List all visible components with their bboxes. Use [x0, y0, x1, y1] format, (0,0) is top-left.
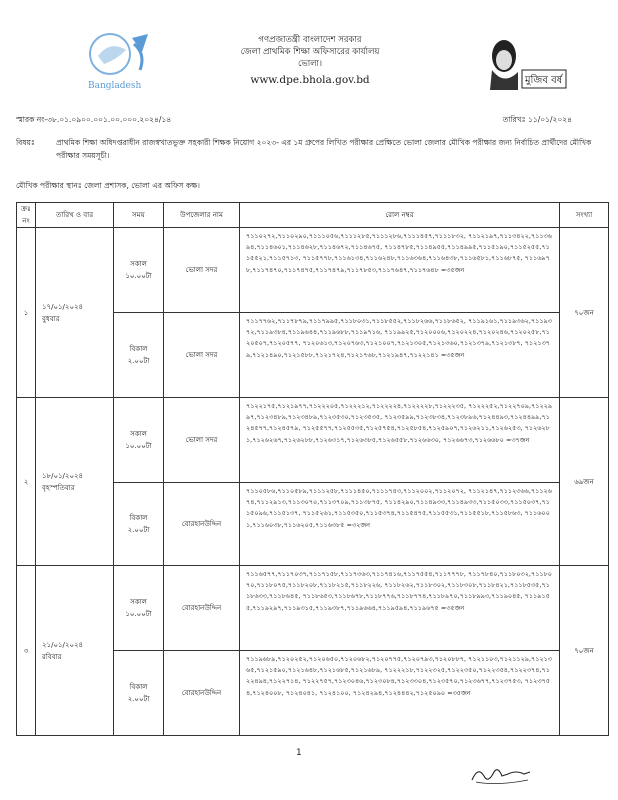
row-sl: ১: [17, 228, 36, 398]
session-time-value: ১০.০০টা: [125, 272, 152, 280]
mujib-borsho-logo: [486, 30, 570, 96]
schedule-table: [16, 202, 609, 736]
row-date-cell: [36, 566, 114, 736]
session-time-label: সকাল: [130, 598, 147, 606]
table-row: [17, 566, 609, 651]
header-government: গণপ্রজাতন্ত্রী বাংলাদেশ সরকার: [258, 35, 362, 45]
session-rolls: ৭১১৭৭৬২,৭১১৭৮৭৯,৭১১৭৯৯৫,৭১১৮০৩১,৭১১৮৫৫২,৭১১৮২৬৬,৭১১৮৬৫২, ৭১১৯১৬১,৭১১৯৩৬২,৭১১৯৩৭২,৭১১৯৩৮৪,৭১১৯৬৪৪,৭১১৯৬৮৮,৭১১৯৭১৬, ৭১১৯৯২৫,৭১২০০০৬,৭১২০২২৪,৭১২০২৪৬,৭১২০২৫৮,৭১২০৫০৭,৭১২০৫৭৭, ৭১২০৬১৩,৭১২০৭৬৩,৭১২১০০৭,৭১২১৩০৫,৭১২১৩৬০,৭১২১৩৭৯,৭১২১৩৮৭, ৭১২১৩৭৯,৭১২১৪৯০,৭১২১৫৮৮,৭১২১৭২৪,৭১২১৭৬৮,৭১২১৯৪৭,৭১২২১৪১ =৩৫জন: [240, 313, 560, 398]
bangladesh-logo: [86, 30, 156, 92]
svg-text:মুজিব বর্ষ: মুজিব বর্ষ: [525, 75, 563, 86]
session-rolls: ৭১১৯৬৮৯,৭১২০২৫২,৭১২০৬৫০,৭১২০৬৮২,৭১২০৭৭৫,৭১২০৭৯৩,৭১২০৮৮৭, ৭১২১১০৩,৭১২১১২৯,৭১২১৩৬৫,৭১২১৫৯০,৭১২১৬৪৮,৭১২১৬৮৫,৭১২১৬৮৯, ৭১২২২১৮,৭১২২৩২৫,৭১২২৩৫০,৭১২২৩৫৪,৭১২২৩৭৪,৭১২২৪৯৪,৭১২২৭১৪, ৭১২২৭৫৭,৭১২৩০৪৬,৭১২৩০৮৪,৭১২৩৩০৪,৭১২৩৫৭০,৭১২৩৬৭৭,৭১২৩৭৫৩, ৭১২৩৭৫৪,৭১২৪০০৮, ৭১২৪০৪১, ৭১২৪১০০, ৭১২৪২৯৪,৭১২৪৪৪২,৭১২৫০৯০ =৩৫জন: [240, 651, 560, 736]
session-upazila: বোরহানউদ্দিন: [164, 566, 240, 651]
header-office: জেলা প্রাথমিক শিক্ষা অফিসারের কার্যালয়: [240, 47, 380, 57]
row-sl: ৩: [17, 566, 36, 736]
session-rolls: ৭১১৬৫৭৭,৭১১৭০৩৭,৭১১৭১৫৮,৭১১৭৩৬৩,৭১১৭৪১৬,৭১১৭৫৫৪,৭১১৭৭৭৮, ৭১১৭৮৪০,৭১১৮০৩২,৭১১৮০৭০,৭১১৮০৭৫,৭১১৮২০৮,৭১১৮২১৫,৭১১৮২২৬, ৭১১৮২৬২,৭১১৮৩০২,৭১১৮৩০৮,৭১১৮৪২১,৭১১৮৫৩৫,৭১১৮৬৩৩,৭১১৮৬৪৫, ৭১১৮৬৫৩,৭১১৮৬৭৮,৭১১৮৭৭৬,৭১১৮৭৭৪,৭১১৮৯৭০,৭১১৮৯৯৩,৭১১৯০৪৫, ৭১১৯১৫৫,৭১১৯২৯৭,৭১১৯৩১৫,৭১১৯৩৮৭,৭১১৯৬৬৪,৭১১৯৫৯৪,৭১১৯৬৭৫ =৩৫জন: [240, 566, 560, 651]
row-date: ১৮/০১/২০২৪: [42, 471, 84, 480]
row-count: ৭০জন: [560, 566, 609, 736]
header-sl: ক্রঃ নং: [17, 203, 36, 228]
session-rolls: ৭১১০২৭২,৭১১০২৯০,৭১১১০৫৬,৭১১১২৮৫,৭১১১২৮৬,৭১১১৪৫৭,৭১১১৮৩২, ৭১১২১৯৭,৭১১৩৪২২,৭১১৩৬৯৪,৭১১৪৬০১,৭১১৪৬২৮,৭১১৪৬৭২,৭১১৪৬৭৫, ৭১১৪৭৮৫,৭১১৪৯৫৫,৭১১৪৯৯৫,৭১১৫১৯০,৭১১৫২৫৫,৭১১৫৫২১,৭১১৫৭১৩, ৭১১৫৭৭৮,৭১১৬১৩৪,৭১১৬২৪৮,৭১১৬৩৬৪,৭১১৬৪৩৮,৭১১৬৫৮১,৭১১৬৮৭৫, ৭১১৬৯৭৮,৭১১৭৪৭০,৭১১৭৪৭৫,৭১১৭৪৭৯,৭১১৭৮৫৩,৭১১৭৬৪৭,৭১১৭৬৪৮ =৩৫জন: [240, 228, 560, 313]
session-time-value: ২.০০টা: [127, 526, 150, 534]
row-day: বুধবার: [42, 314, 60, 323]
session-time-cell: [114, 651, 164, 736]
session-time-cell: [114, 228, 164, 313]
subject-label: বিষয়ঃ: [16, 138, 35, 147]
session-upazila: ভোলা সদর: [164, 313, 240, 398]
row-date: ২১/০১/২০২৪: [42, 640, 84, 649]
memo-number: স্মারক নং-৩৮.০১.০৯০০.০০১.০০.০০০.২০২৪/১৪: [16, 115, 172, 124]
session-time-value: ১০.০০টা: [125, 610, 152, 618]
header-date: তারিখ ও বার: [36, 203, 114, 228]
session-time-label: সকাল: [130, 430, 147, 438]
row-day: বৃহস্পতিবার: [42, 483, 75, 492]
svg-text:Bangladesh: Bangladesh: [88, 81, 142, 91]
row-date-cell: [36, 398, 114, 566]
session-time-label: বিকাল: [129, 345, 148, 353]
session-upazila: ভোলা সদর: [164, 228, 240, 313]
session-time-cell: [114, 566, 164, 651]
header-count: সংখ্যা: [560, 203, 609, 228]
header-website: www.dpe.bhola.gov.bd: [250, 74, 370, 86]
session-rolls: ৭১২২১৭৫,৭১২১৯৭৭,৭১২২২০৫,৭১২২২১২,৭১২২২২৪,৭১২২২২৮,৭১২২২৩৫, ৭১২২২৫২,৭১২২৭০৯,৭১২২৯৯৭,৭১২৩৪৮৯,৭১২৩৪৮৯,৭১২৩৫৩০,৭১২৩৫৩৫, ৭১২৩৫৯৯,৭১২৩৮৩৪,৭১২৩৮৯৬,৭১২৪৪৯৩,৭১২৪৪৯৯,৭১২৪৫৭৭,৭১২৪৫৭৯, ৭১২৫৫৭৭,৭১২৫৫৩৫,৭১২৫৭৫৪,৭১২৫৮৫৪,৭১২৫৯০৭,৭১২৬২১১,৭১২৬২৫৩, ৭১২৬২৮১,৭১২৬২৬৭,৭১২৬২৮৮,৭১২৬৩১৭,৭১২৬৩৮৫,৭১২৬৫৫৮,৭১২৬৬৩০, ৭১২৬৬৭৩,৭১২৬৬৮০ =৩৭জন: [240, 398, 560, 483]
session-rolls: ৭১১০৫৮৬,৭১১০৫৮৯,৭১১১২৫৮,৭১১১৪৫০,৭১১১৭৪৩,৭১১২০০২,৭১১২০৭২, ৭১১২১৪৭,৭১১২৩৬৬,৭১১২৬৭৪,৭১১২৯১৩,৭১১৩০৭০,৭১১৩৭০৯,৭১১৩৮৭৫, ৭১১৪২৯০,৭১১৪৯৩৩,৭১১৪৯৩৩,৭১১৫০৩৩,৭১১৫০৩৭,৭১১৫০৯৬,৭১১৫১৩৭, ৭১১৫২৬১,৭১১৫৩৫০,৭১১৫৩৭৪,৭১১৫৪৭৫,৭১১৫৫৩১,৭১১৫৫১৮,৭১১৫৮৬৩, ৭১১৬০০১,৭১১৬০৩৮,৭১১৬২০৫,৭১১৬৩৮৫ =৩২জন: [240, 483, 560, 566]
session-time-label: বিকাল: [129, 683, 148, 691]
session-time-label: সকাল: [130, 260, 147, 268]
venue-line: মৌখিক পরীক্ষার স্থানঃ জেলা প্রশাসক, ভোলা এর অফিস কক্ষ।: [16, 181, 200, 190]
header-time: সময়: [114, 203, 164, 228]
session-upazila: বোরহানউদ্দিন: [164, 483, 240, 566]
session-time-label: বিকাল: [129, 514, 148, 522]
session-time-cell: [114, 313, 164, 398]
row-count: ৭০জন: [560, 228, 609, 398]
table-header-row: [17, 203, 609, 228]
header-upazila: উপজেলার নাম: [164, 203, 240, 228]
session-time-cell: [114, 398, 164, 483]
header-roll: রোল নম্বর: [240, 203, 560, 228]
row-sl: ২: [17, 398, 36, 566]
session-time-value: ২.০০টা: [127, 695, 150, 703]
header-district: ভোলা।: [297, 59, 323, 69]
row-date-cell: [36, 228, 114, 398]
page-number: 1: [296, 748, 302, 758]
signature-image: [468, 762, 534, 788]
session-time-value: ২.০০টা: [127, 357, 150, 365]
memo-date: তারিখঃ ১১/০১/২০২৪: [502, 115, 572, 124]
table-row: [17, 228, 609, 313]
session-time-cell: [114, 483, 164, 566]
row-day: রবিবার: [42, 652, 62, 661]
row-date: ১৭/০১/২০২৪: [42, 302, 84, 311]
session-upazila: ভোলা সদর: [164, 398, 240, 483]
row-count: ৬৯জন: [560, 398, 609, 566]
table-row: [17, 398, 609, 483]
subject-text: প্রাথমিক শিক্ষা অধিদপ্তরাধীন রাজস্বখাতভুক্ত সহকারী শিক্ষক নিয়োগ ২০২৩- এর ১ম গ্রুপের লিখিত পরীক্ষার প্রেক্ষিতে ভোলা জেলার মৌখিক পরীক্ষার জন্য নির্বাচিত প্রার্থীদের মৌখিক পরীক্ষার সময়সূচী।: [56, 138, 592, 160]
session-upazila: বোরহানউদ্দিন: [164, 651, 240, 736]
session-time-value: ১০.০০টা: [125, 442, 152, 450]
